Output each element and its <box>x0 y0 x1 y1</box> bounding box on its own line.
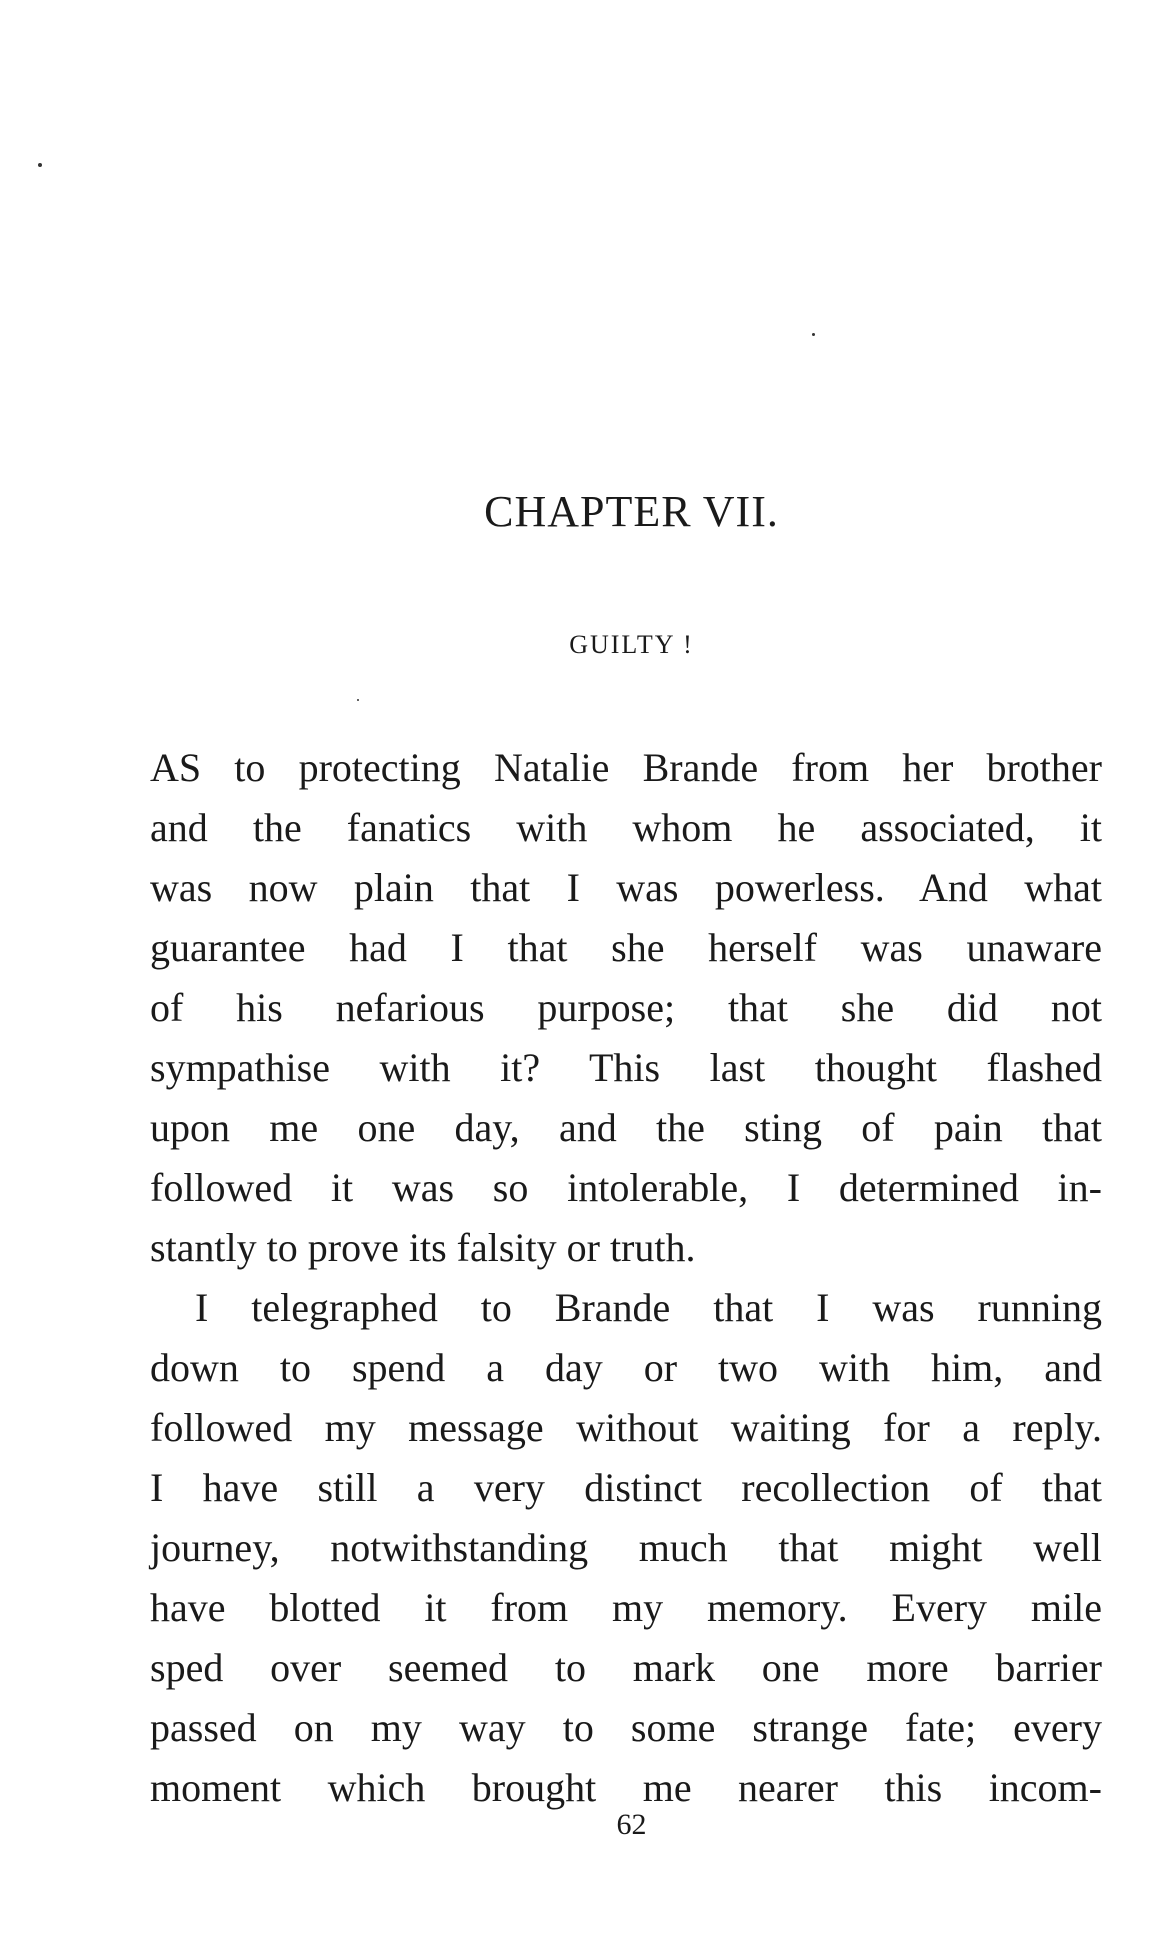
print-speck <box>357 699 359 701</box>
text-line: moment which brought me nearer this incom- <box>150 1765 1102 1810</box>
chapter-title: CHAPTER VII. <box>484 487 779 536</box>
text-line: and the fanatics with whom he associated, it <box>150 805 1102 850</box>
text-line: followed it was so intolerable, I determined in- <box>150 1165 1102 1210</box>
chapter-subtitle: GUILTY ! <box>569 630 694 659</box>
text-line: down to spend a day or two with him, and <box>150 1345 1102 1390</box>
body-text <box>150 738 1102 1818</box>
text-line: of his nefarious purpose; that she did not <box>150 985 1102 1030</box>
page-number: 62 <box>616 1808 647 1841</box>
text-line: passed on my way to some strange fate; every <box>150 1705 1102 1750</box>
text-line: followed my message without waiting for a reply. <box>150 1405 1102 1450</box>
text-line: sympathise with it? This last thought flashed <box>150 1045 1102 1090</box>
text-line: have blotted it from my memory. Every mile <box>150 1585 1102 1630</box>
text-line: sped over seemed to mark one more barrier <box>150 1645 1102 1690</box>
text-line: was now plain that I was powerless. And what <box>150 865 1102 910</box>
text-line: guarantee had I that she herself was unaware <box>150 925 1102 970</box>
print-speck <box>812 333 815 336</box>
text-line: upon me one day, and the sting of pain that <box>150 1105 1102 1150</box>
text-line: I have still a very distinct recollection of that <box>150 1465 1102 1510</box>
text-line: AS to protecting Natalie Brande from her brother <box>150 745 1102 790</box>
text-line: I telegraphed to Brande that I was running <box>195 1285 1102 1330</box>
print-speck <box>38 163 42 167</box>
text-line: journey, notwithstanding much that might well <box>150 1525 1102 1570</box>
text-line: stantly to prove its falsity or truth. <box>150 1225 696 1270</box>
